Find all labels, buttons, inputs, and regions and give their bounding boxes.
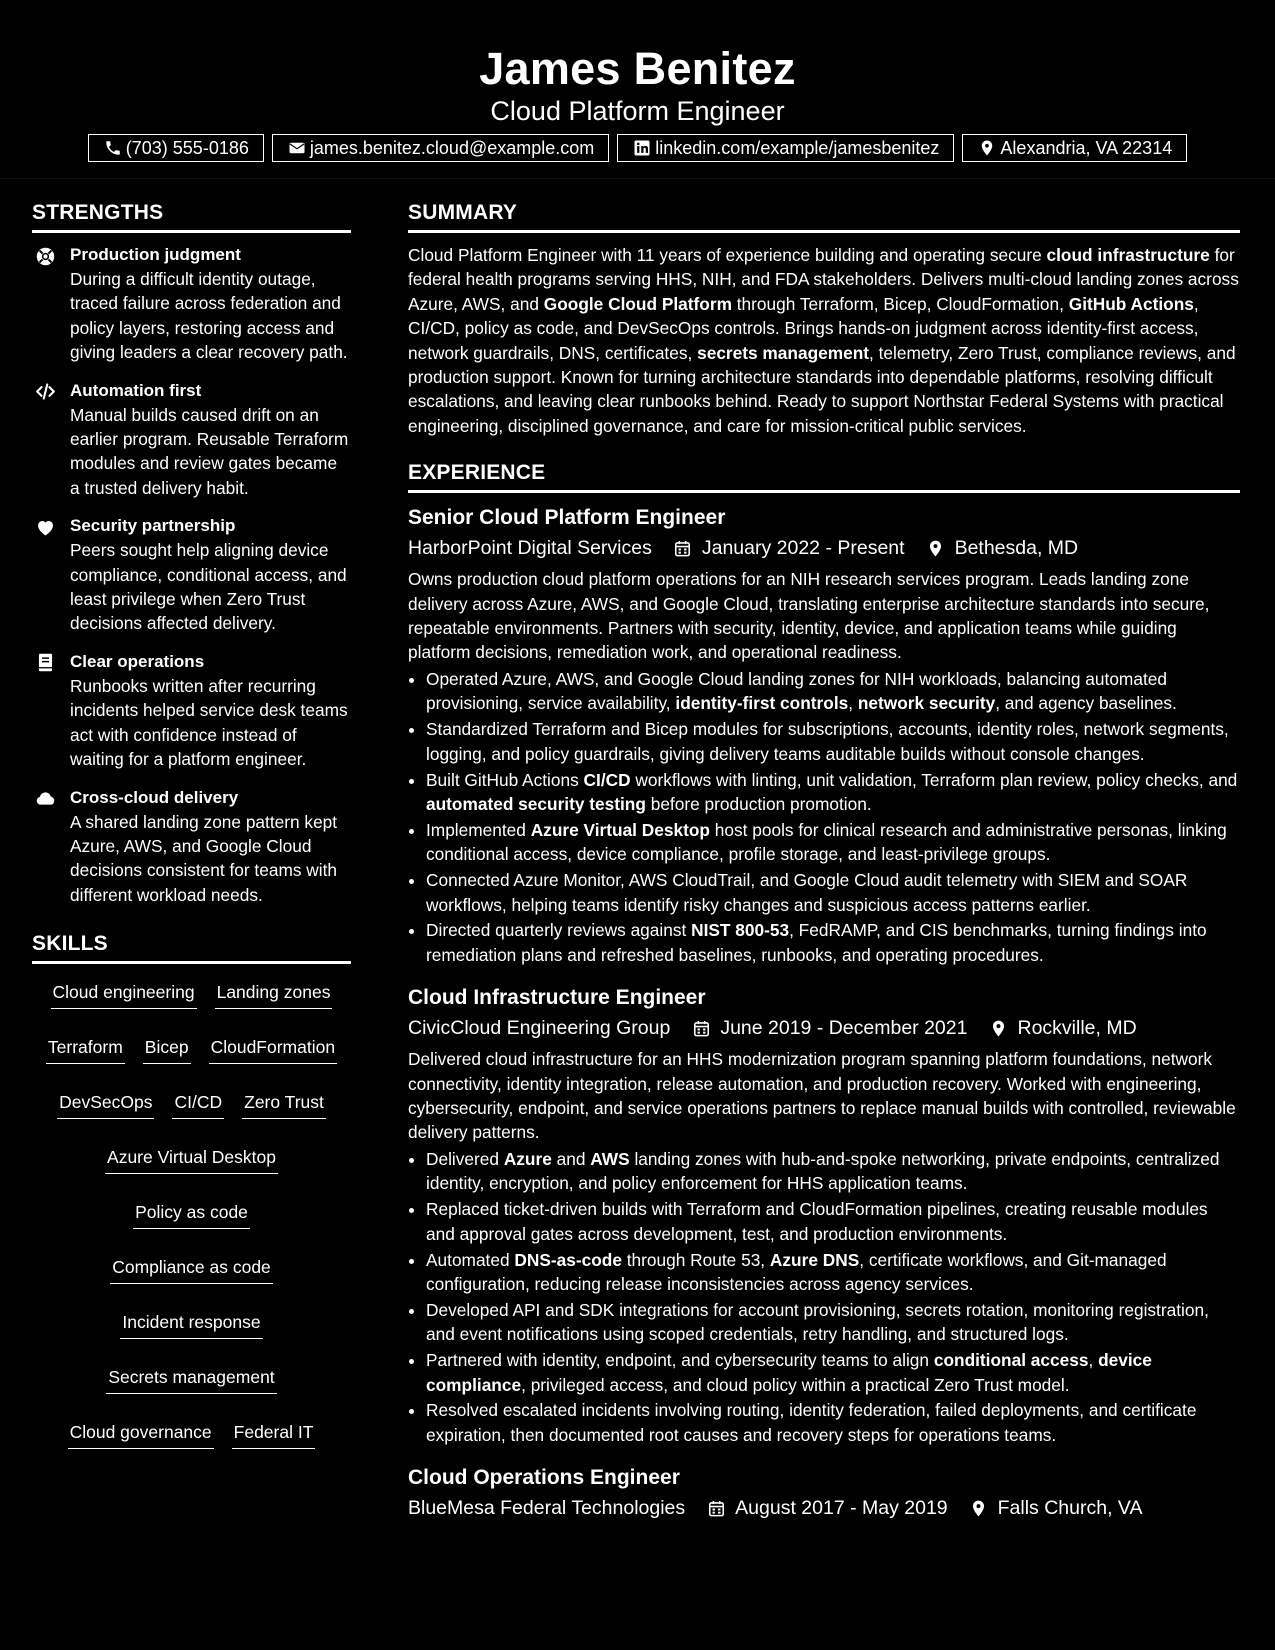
job-bullet: • Directed quarterly reviews against NIST 800-53, FedRAMP, and CIS benchmarks, turning findings into remediation plans and refreshed baselines, runbooks, and operating procedures. <box>426 918 1240 967</box>
job-bullet: • Resolved escalated incidents involving routing, identity federation, failed deployments, and certificate expiration, then documented root causes and recovery steps for operations teams. <box>426 1398 1240 1447</box>
contact-bar <box>0 134 1275 162</box>
skill-tag: CloudFormation <box>209 1033 338 1064</box>
job-bullets <box>408 667 1240 967</box>
strength-description: Manual builds caused drift on an earlier program. Reusable Terraform modules and review gates became a trusted delivery habit. <box>70 404 349 498</box>
map-marker-icon <box>968 1497 990 1519</box>
job-company: BlueMesa Federal Technologies <box>408 1497 686 1520</box>
job-meta <box>408 533 1240 563</box>
cloud-icon <box>34 789 56 809</box>
strengths-heading: STRENGTHS <box>32 198 351 233</box>
map-marker-icon <box>987 1017 1009 1039</box>
job-bullet: • Automated DNS-as-code through Route 53, Azure DNS, certificate workflows, and Git-managed configuration, reducing release inconsistencies across agency services. <box>426 1248 1240 1297</box>
code-icon <box>34 382 56 402</box>
job-description: Delivered cloud infrastructure for an HHS modernization program spanning platform foundations, network connectivity, identity integration, release automation, and production recovery. Worked with engineering, cybersecurity, endpoint, and service operations partners to replace manual builds with controlled, reviewable delivery patterns. <box>408 1049 1236 1143</box>
strength-item <box>32 243 351 365</box>
job-description: Owns production cloud platform operations for an NIH research services program. Leads landing zone delivery across Azure, AWS, and Google Cloud, translating enterprise architecture standards into secure, repeatable environments. Partners with security, identity, device, and application teams while guiding platform decisions, remediation work, and operational readiness. <box>408 569 1210 663</box>
strength-description: Runbooks written after recurring incidents helped service desk teams act with confidence instead of waiting for a platform engineer. <box>70 675 348 770</box>
job-bullets <box>408 1147 1240 1447</box>
resume-header <box>0 0 1275 179</box>
job-bullet: • Developed API and SDK integrations for account provisioning, secrets rotation, monitoring registration, and event notifications using scoped credentials, retry handling, and structured logs. <box>426 1298 1240 1347</box>
job-bullet: • Implemented Azure Virtual Desktop host pools for clinical research and administrative personas, linking conditional access, device compliance, profile storage, and least-privilege groups. <box>426 818 1240 867</box>
skill-tag: Zero Trust <box>242 1088 326 1119</box>
skill-tag: Federal IT <box>232 1418 316 1449</box>
linkedin-icon <box>632 138 652 158</box>
job-bullet: • Standardized Terraform and Bicep modules for subscriptions, accounts, identity roles, network segments, logging, and policy guardrails, giving delivery teams auditable builds without console changes. <box>426 717 1240 766</box>
job-bullet: • Partnered with identity, endpoint, and cybersecurity teams to align conditional access, device compliance, privileged access, and cloud policy within a practical Zero Trust model. <box>426 1348 1240 1397</box>
job-entry <box>408 503 1240 967</box>
left-column <box>32 198 351 1449</box>
strength-title: Automation first <box>70 380 202 400</box>
job-title: Cloud Infrastructure Engineer <box>408 986 706 1010</box>
book-icon <box>34 653 56 673</box>
experience-list <box>408 503 1240 1523</box>
contact-text: Alexandria, VA 22314 <box>1000 137 1173 158</box>
strength-item <box>32 379 351 501</box>
contact-item[interactable] <box>617 134 954 162</box>
skill-tag: Secrets management <box>106 1363 276 1394</box>
skill-tag: Landing zones <box>215 978 333 1009</box>
job-meta <box>408 1013 1240 1043</box>
skill-tag: Bicep <box>143 1033 191 1064</box>
calendar-icon <box>672 537 694 559</box>
job-company: HarborPoint Digital Services <box>408 537 652 560</box>
job-dates: January 2022 - Present <box>701 537 905 560</box>
contact-text: james.benitez.cloud@example.com <box>309 137 595 158</box>
candidate-role: Cloud Platform Engineer <box>490 96 785 126</box>
strength-item <box>32 514 351 636</box>
skill-tag: Azure Virtual Desktop <box>105 1143 278 1174</box>
map-marker-icon <box>925 537 947 559</box>
job-dates: August 2017 - May 2019 <box>735 1497 948 1520</box>
strength-title: Cross-cloud delivery <box>70 787 239 807</box>
strength-title: Production judgment <box>70 245 241 264</box>
envelope-icon <box>287 138 307 158</box>
right-column <box>408 198 1240 1523</box>
skills-heading: SKILLS <box>32 929 351 964</box>
job-dates: June 2019 - December 2021 <box>720 1017 968 1040</box>
skills-list <box>32 978 351 1449</box>
contact-item[interactable] <box>962 134 1187 162</box>
job-bullet: • Operated Azure, AWS, and Google Cloud landing zones for NIH workloads, balancing automated provisioning, service availability, identity-first controls, network security, and agency baselines. <box>426 667 1240 716</box>
job-bullet: • Delivered Azure and AWS landing zones with hub-and-spoke networking, private endpoints, centralized identity, encryption, and policy enforcement for HHS application teams. <box>426 1147 1240 1196</box>
job-location: Bethesda, MD <box>954 537 1079 560</box>
strength-title: Security partnership <box>70 516 236 536</box>
job-location: Falls Church, VA <box>997 1497 1143 1520</box>
calendar-icon <box>705 1497 727 1519</box>
skill-tag: DevSecOps <box>57 1088 154 1119</box>
heart-icon <box>34 517 56 537</box>
strength-description: A shared landing zone pattern kept Azure, AWS, and Google Cloud decisions consistent for teams with different workload needs. <box>70 811 338 905</box>
strength-item <box>32 786 351 908</box>
candidate-name: James Benitez <box>479 43 796 94</box>
job-title: Cloud Operations Engineer <box>408 1466 680 1490</box>
experience-heading: EXPERIENCE <box>408 458 1240 493</box>
skill-tag: CI/CD <box>172 1088 224 1119</box>
skill-tag: Incident response <box>120 1308 262 1339</box>
job-meta <box>408 1493 1240 1523</box>
strength-description: During a difficult identity outage, traced failure across federation and policy layers, restoring access and giving leaders a clear recovery path. <box>70 269 348 363</box>
summary-heading: SUMMARY <box>408 198 1240 233</box>
job-bullet: • Built GitHub Actions CI/CD workflows with linting, unit validation, Terraform plan review, policy checks, and automated security testing before production promotion. <box>426 768 1240 817</box>
contact-text: linkedin.com/example/jamesbenitez <box>655 137 940 158</box>
job-bullet: • Connected Azure Monitor, AWS CloudTrail, and Google Cloud audit telemetry with SIEM and SOAR workflows, helping teams identify risky changes and suspicious access patterns earlier. <box>426 868 1240 917</box>
contact-item[interactable] <box>88 134 264 162</box>
contact-item[interactable] <box>272 134 609 162</box>
skill-tag: Compliance as code <box>110 1253 273 1284</box>
job-entry <box>408 1463 1240 1523</box>
life-ring-icon <box>34 246 56 266</box>
phone-icon <box>103 138 123 158</box>
strength-description: Peers sought help aligning device compliance, conditional access, and least privilege when Zero Trust decisions affected delivery. <box>70 540 347 634</box>
skill-tag: Cloud governance <box>68 1418 214 1449</box>
job-entry <box>408 983 1240 1447</box>
summary-text: Cloud Platform Engineer with 11 years of experience building and operating secure cloud infrastructure for federal health programs serving HHS, NIH, and FDA stakeholders. Delivers multi-cloud landing zones across Azure, AWS, and Google Cloud Platform through Terraform, Bicep, CloudFormation, GitHub Actions, CI/CD, policy as code, and DevSecOps controls. Brings hands-on judgment across identity-first access, network guardrails, DNS, certificates, secrets management, telemetry, Zero Trust, compliance reviews, and production support. Known for turning architecture standards into dependable platforms, resolving difficult escalations, and leaving clear runbooks behind. Ready to support Northstar Federal Systems with practical engineering, disciplined governance, and care for mission-critical public services. <box>408 245 1239 436</box>
strengths-list <box>32 243 351 907</box>
map-marker-icon <box>977 138 997 158</box>
skill-tag: Policy as code <box>133 1198 250 1229</box>
strength-title: Clear operations <box>70 651 205 671</box>
job-company: CivicCloud Engineering Group <box>408 1017 671 1040</box>
skill-tag: Terraform <box>46 1033 125 1064</box>
job-title: Senior Cloud Platform Engineer <box>408 506 726 530</box>
job-location: Rockville, MD <box>1017 1017 1137 1040</box>
calendar-icon <box>690 1017 712 1039</box>
contact-text: (703) 555-0186 <box>125 137 249 158</box>
skill-tag: Cloud engineering <box>51 978 197 1009</box>
job-bullet: • Replaced ticket-driven builds with Terraform and CloudFormation pipelines, creating reusable modules and approval gates across development, test, and production environments. <box>426 1197 1240 1246</box>
strength-item <box>32 650 351 772</box>
